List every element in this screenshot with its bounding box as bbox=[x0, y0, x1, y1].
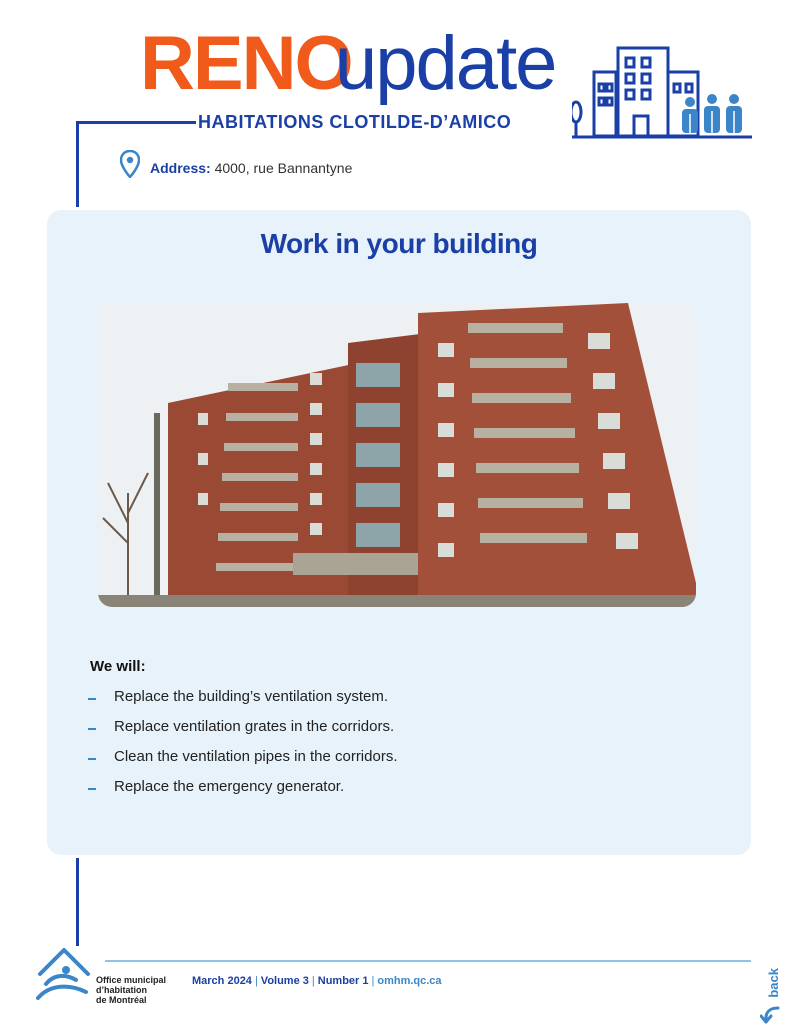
back-arrow-icon bbox=[760, 1006, 786, 1026]
issue-info: March 2024 | Volume 3 | Number 1 | omhm.qc.ca bbox=[192, 975, 442, 987]
address-value: 4000, rue Bannantyne bbox=[214, 160, 353, 176]
logo-update: update bbox=[335, 21, 556, 106]
buildings-people-icon bbox=[572, 44, 754, 140]
list-item: Replace the emergency generator. bbox=[88, 776, 398, 806]
footer-rule bbox=[105, 960, 751, 962]
org-name: Office municipal d’habitation de Montréal bbox=[96, 975, 167, 1005]
location-pin-icon bbox=[120, 150, 140, 178]
header-rule-horizontal bbox=[76, 121, 196, 124]
list-item: Clean the ventilation pipes in the corridors. bbox=[88, 746, 398, 776]
website-link[interactable]: omhm.qc.ca bbox=[377, 975, 442, 987]
bullet-dash-icon bbox=[88, 728, 96, 730]
issue-date: March 2024 bbox=[192, 975, 252, 987]
address-label: Address: bbox=[150, 160, 211, 176]
back-button[interactable] bbox=[758, 966, 788, 1026]
list-heading: We will: bbox=[90, 658, 146, 675]
footer-rule-vertical bbox=[76, 858, 79, 946]
back-label: back bbox=[766, 968, 781, 998]
building-photo bbox=[98, 303, 696, 607]
bullet-dash-icon bbox=[88, 788, 96, 790]
issue-volume: Volume 3 bbox=[260, 975, 309, 987]
list-item: Replace ventilation grates in the corridors. bbox=[88, 716, 398, 746]
bullet-dash-icon bbox=[88, 758, 96, 760]
bullet-dash-icon bbox=[88, 698, 96, 700]
section-title: Work in your building bbox=[260, 228, 538, 259]
project-subtitle: HABITATIONS CLOTILDE-D’AMICO bbox=[198, 112, 512, 132]
list-item: Replace the building’s ventilation system. bbox=[88, 686, 398, 716]
issue-number: Number 1 bbox=[317, 975, 369, 987]
logo-reno: RENO bbox=[140, 21, 352, 106]
header-rule-vertical bbox=[76, 121, 79, 207]
building-photo-illustration bbox=[98, 303, 696, 607]
work-list bbox=[88, 686, 398, 806]
address bbox=[150, 160, 352, 176]
omhm-logo-icon bbox=[36, 944, 92, 1004]
